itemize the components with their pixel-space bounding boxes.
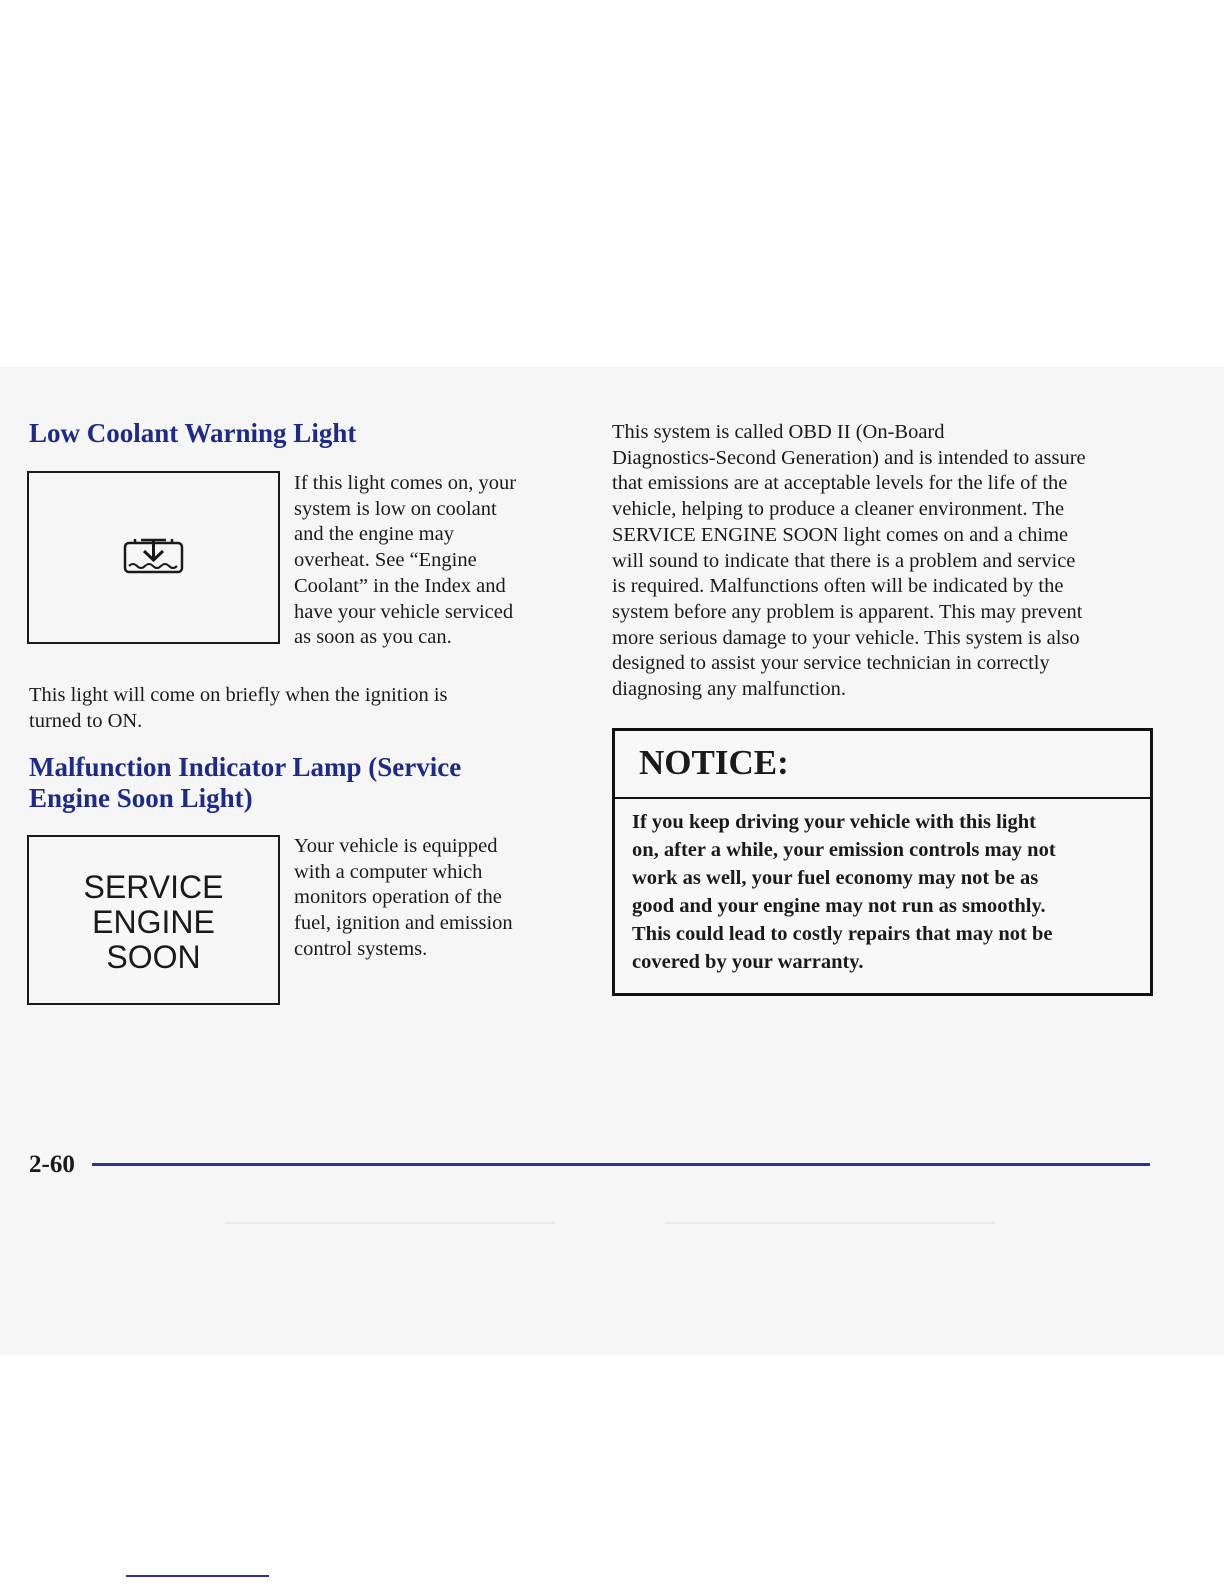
low-coolant-light-box: [27, 471, 280, 644]
notice-box: [612, 728, 1153, 996]
indicator-line-2: ENGINE: [92, 904, 215, 940]
service-engine-soon-indicator: [27, 835, 280, 1005]
page-number: 2-60: [29, 1151, 75, 1178]
footer-rule: [92, 1163, 1150, 1166]
notice-body: If you keep driving your vehicle with this light on, after a while, your emission controls may not work as well, your fuel economy may not be as good and your engine may not run as smoothly. This could lead to costly repairs that may not be covered by your warranty.: [632, 811, 1056, 973]
notice-title: NOTICE:: [639, 743, 789, 782]
low-coolant-heading: Low Coolant Warning Light: [29, 418, 357, 448]
malfunction-heading: Malfunction Indicator Lamp (Service Engine Soon Light): [29, 752, 462, 813]
scan-artifact-line: [665, 1222, 995, 1224]
obd-paragraph: This system is called OBD II (On-Board Diagnostics-Second Generation) and is intended to assure that emissions are at acceptable levels for the life of the vehicle, helping to produce a cleaner environment. The SERVICE ENGINE SOON light comes on and a chime will sound to indicate that there is a problem and service is required. Malfunctions often will be indicated by the system before any problem is apparent. This may prevent more serious damage to your vehicle. This system is also designed to assist your service technician in correctly diagnosing any malfunction.: [612, 421, 1086, 701]
bottom-edge-line: [126, 1575, 269, 1577]
notice-header: [615, 731, 1150, 799]
coolant-level-icon: [123, 536, 185, 578]
low-coolant-note: This light will come on briefly when the ignition is turned to ON.: [29, 684, 448, 732]
low-coolant-description: If this light comes on, your system is low on coolant and the engine may overheat. See “Engine Coolant” in the Index and have your vehicle serviced as soon as you can.: [294, 472, 517, 649]
indicator-line-3: SOON: [106, 939, 201, 975]
scan-artifact-line: [225, 1222, 555, 1224]
indicator-line-1: SERVICE: [83, 869, 224, 905]
malfunction-description: Your vehicle is equipped with a computer which monitors operation of the fuel, ignition and emission control systems.: [294, 835, 513, 960]
